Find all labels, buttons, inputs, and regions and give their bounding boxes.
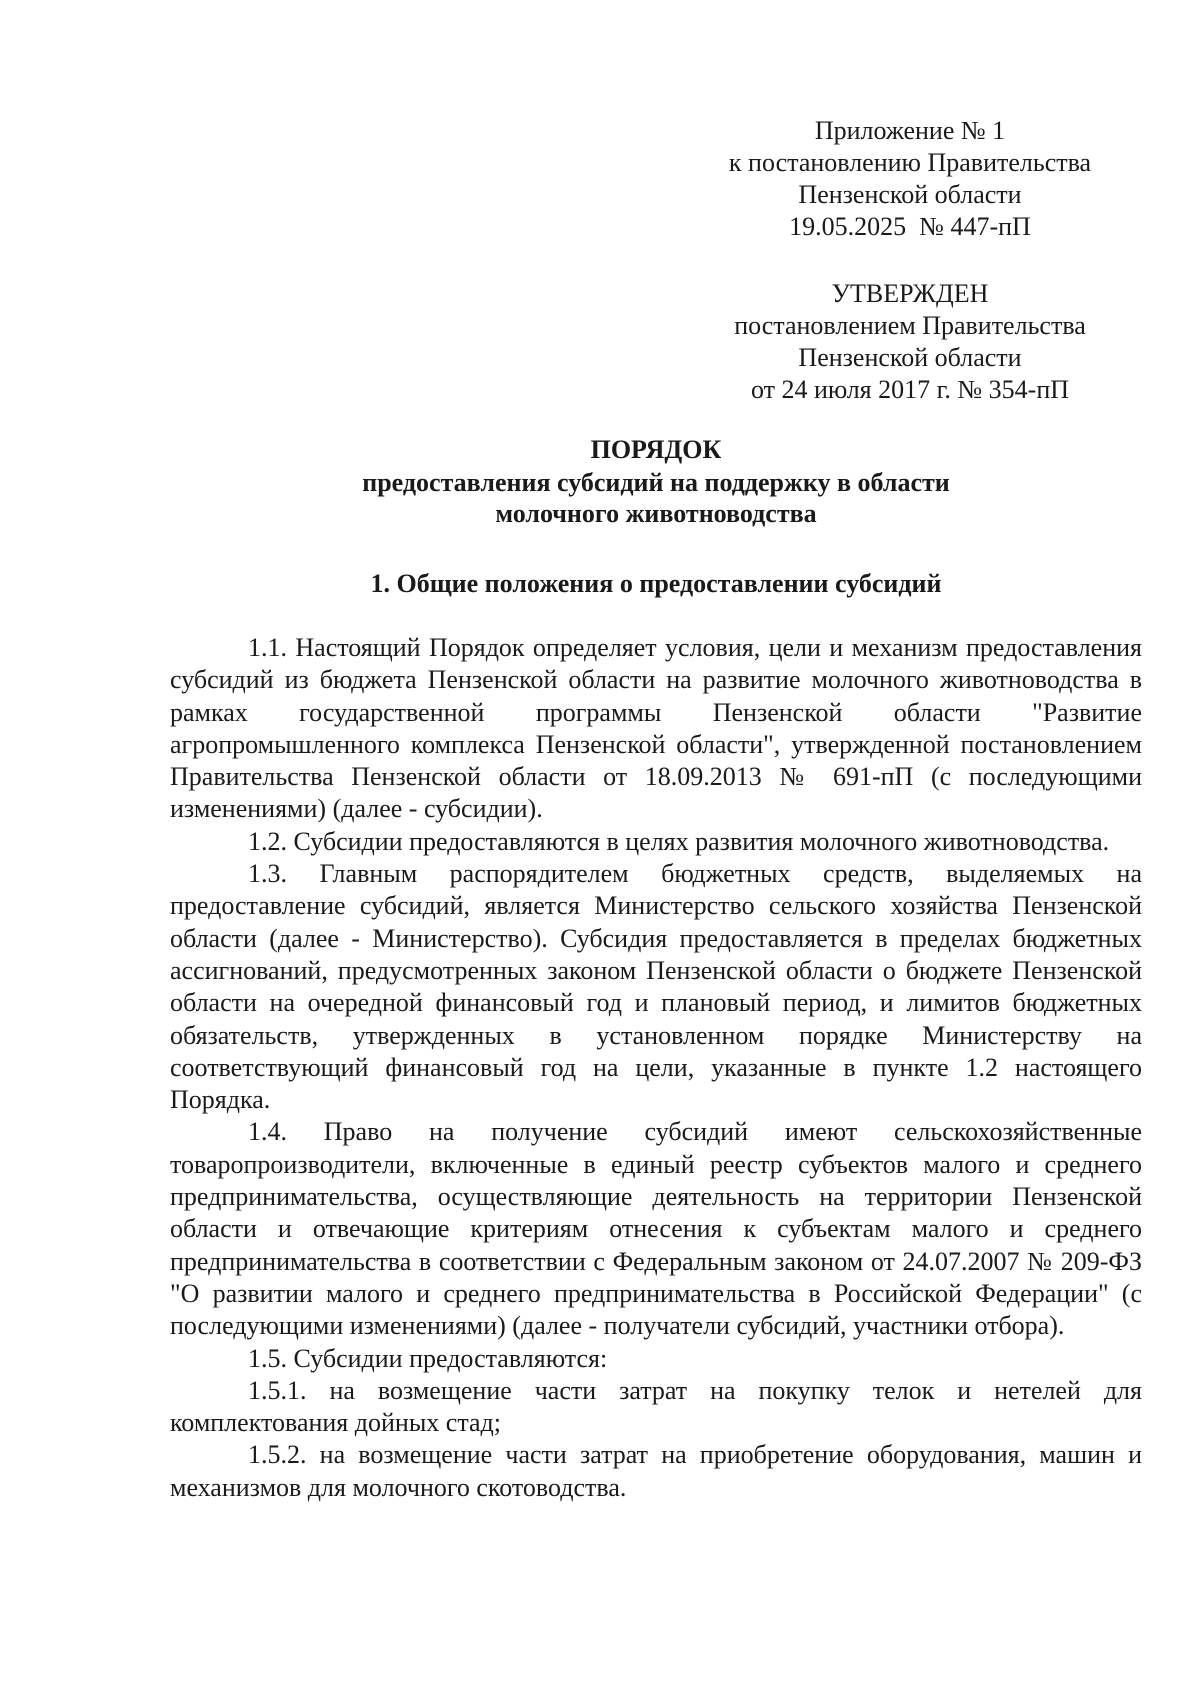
paragraph-1-5: 1.5. Субсидии предоставляются: bbox=[248, 1343, 608, 1373]
approved-label: УТВЕРЖДЕН bbox=[831, 279, 989, 308]
paragraph-1-1: 1.1. Настоящий Порядок определяет условия, цели и механизм предоставления субсидий из бюджета Пензенской области на развитие молочного животноводства в рамках государственной программы Пензенской области "Развитие агропромышленного комплекса Пензенской области", утвержденной постановлением Правительства Пензенской области от 18.09.2013 № 691-пП (с последующими изменениями) (далее - субсидии). bbox=[170, 633, 1142, 824]
appendix-line: Приложение № 1 bbox=[814, 116, 1006, 145]
approved-date-number: от 24 июля 2017 г. № 354-пП bbox=[750, 375, 1070, 404]
paragraph-1-4: 1.4. Право на получение субсидий имеют сельскохозяйственные товаропроизводители, включенные в единый реестр субъектов малого и среднего предпринимательства, осуществляющие деятельность на территории Пензенской области и отвечающие критериям отнесения к субъектам малого и среднего предпринимательства в соответствии с Федеральным законом от 24.07.2007 № 209-ФЗ "О развитии малого и среднего предпринимательства в Российской Федерации" (с последующими изменениями) (далее - получатели субсидий, участники отбора). bbox=[170, 1117, 1142, 1341]
document-title bbox=[170, 434, 1142, 529]
section-heading: 1. Общие положения о предоставлении субсидий bbox=[370, 569, 942, 598]
appendix-line: к постановлению Правительства bbox=[728, 148, 1092, 177]
approved-line: Пензенской области bbox=[798, 343, 1022, 372]
paragraph-1-5-2: 1.5.2. на возмещение части затрат на приобретение оборудования, машин и механизмов для молочного скотоводства. bbox=[170, 1440, 1142, 1502]
paragraph-1-5-1: 1.5.1. на возмещение части затрат на покупку телок и нетелей для комплектования дойных стад; bbox=[170, 1375, 1142, 1438]
paragraph-1-3: 1.3. Главным распорядителем бюджетных средств, выделяемых на предоставление субсидий, является Министерство сельского хозяйства Пензенской области (далее - Министерство). Субсидия предоставляется в пределах бюджетных ассигнований, предусмотренных законом Пензенской области о бюджете Пензенской области на очередной финансовый год и плановый период, и лимитов бюджетных обязательств, утвержденных в установленном порядке Министерству на соответствующий финансовый год на цели, указанные в пункте 1.2 настоящего Порядка. bbox=[170, 859, 1142, 1115]
approved-line: постановлением Правительства bbox=[734, 311, 1086, 340]
title-subtitle-line: предоставления субсидий на поддержку в области bbox=[362, 468, 950, 497]
appendix-date-number: 19.05.2025 № 447-пП bbox=[789, 212, 1031, 241]
section-body bbox=[170, 632, 1142, 1504]
title-subtitle-line: молочного животноводства bbox=[495, 499, 817, 528]
appendix-line: Пензенской области bbox=[798, 180, 1022, 209]
approved-header bbox=[700, 278, 1120, 406]
paragraph-1-2: 1.2. Субсидии предоставляются в целях развития молочного животноводства. bbox=[248, 826, 1110, 856]
title-main: ПОРЯДОК bbox=[590, 435, 722, 464]
appendix-header bbox=[700, 115, 1120, 243]
